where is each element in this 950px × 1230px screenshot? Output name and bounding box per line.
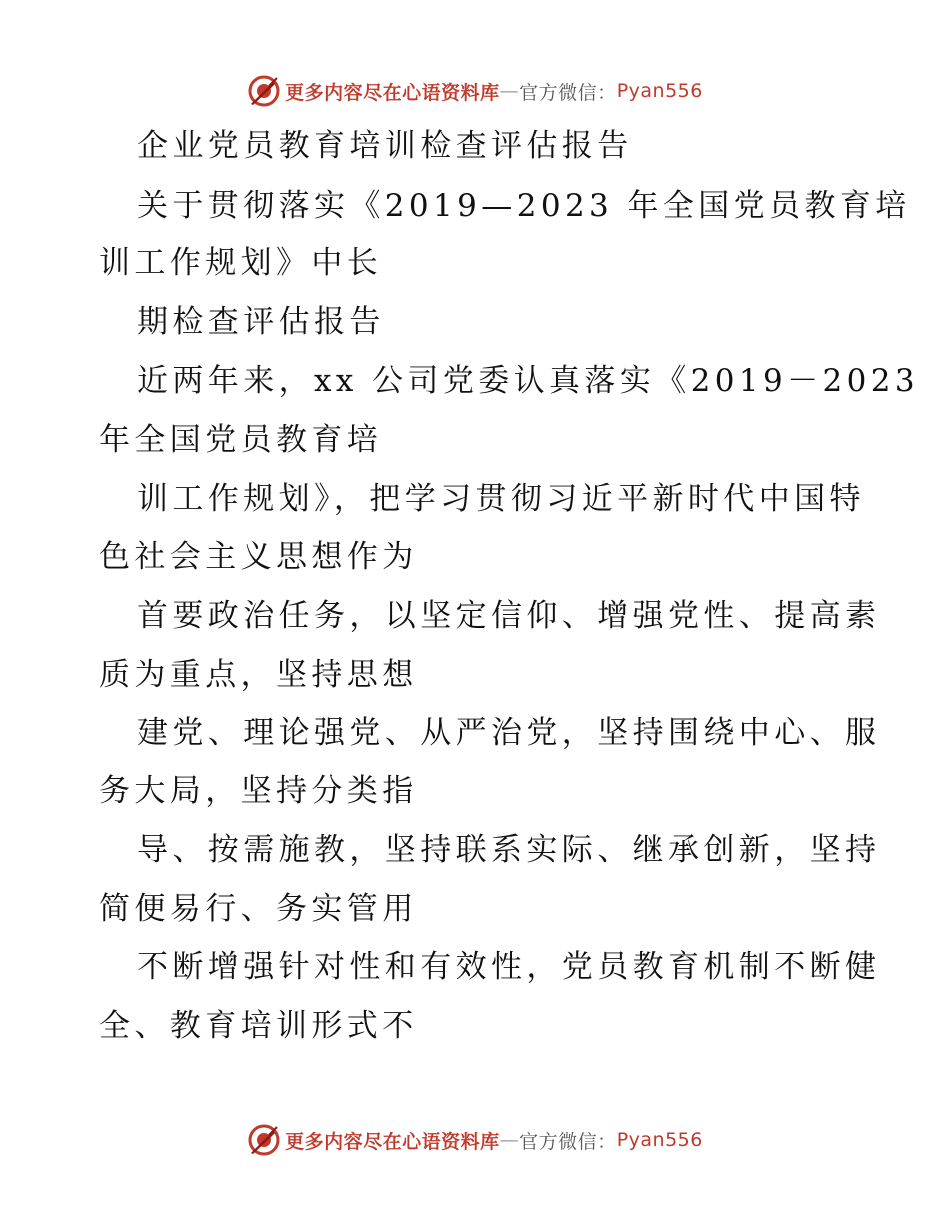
text-line: 年全国党员教育培 — [99, 422, 383, 458]
watermark-wechat-id: Pyan556 — [616, 1129, 703, 1151]
document-title: 企业党员教育培训检查评估报告 — [137, 128, 633, 164]
text-line: 全、教育培训形式不 — [99, 1008, 418, 1044]
text-line: 关于贯彻落实《2019—2023 年全国党员教育培 — [137, 188, 911, 224]
watermark-slogan: 更多内容尽在心语资料库 — [285, 1130, 500, 1153]
watermark-wechat-label: 官方微信： — [519, 1130, 617, 1153]
text-line: 质为重点，坚持思想 — [99, 657, 418, 693]
text-line: 期检查评估报告 — [137, 304, 385, 340]
watermark-wechat-label: 官方微信： — [519, 81, 617, 104]
text-line: 简便易行、务实管用 — [99, 891, 418, 927]
footer-watermark — [0, 1120, 950, 1160]
header-watermark — [0, 71, 950, 111]
text-line: 建党、理论强党、从严治党，坚持围绕中心、服 — [137, 715, 881, 751]
text-line: 不断增强针对性和有效性，党员教育机制不断健 — [137, 949, 881, 985]
watermark-separator: — — [499, 80, 520, 102]
watermark-separator: — — [499, 1129, 520, 1151]
text-line: 训工作规划》中长 — [99, 245, 383, 281]
text-line: 训工作规划》，把学习贯彻习近平新时代中国特 — [137, 481, 865, 517]
text-line: 近两年来，xx 公司党委认真落实《2019－2023 — [137, 363, 920, 399]
feather-pen-logo-icon — [247, 1123, 281, 1157]
text-line: 务大局，坚持分类指 — [99, 773, 418, 809]
feather-pen-logo-icon — [247, 74, 281, 108]
text-line: 导、按需施教，坚持联系实际、继承创新，坚持 — [137, 832, 881, 868]
watermark-slogan: 更多内容尽在心语资料库 — [285, 81, 500, 104]
text-line: 色社会主义思想作为 — [99, 539, 418, 575]
text-line: 首要政治任务，以坚定信仰、增强党性、提高素 — [137, 598, 881, 634]
watermark-wechat-id: Pyan556 — [616, 80, 703, 102]
